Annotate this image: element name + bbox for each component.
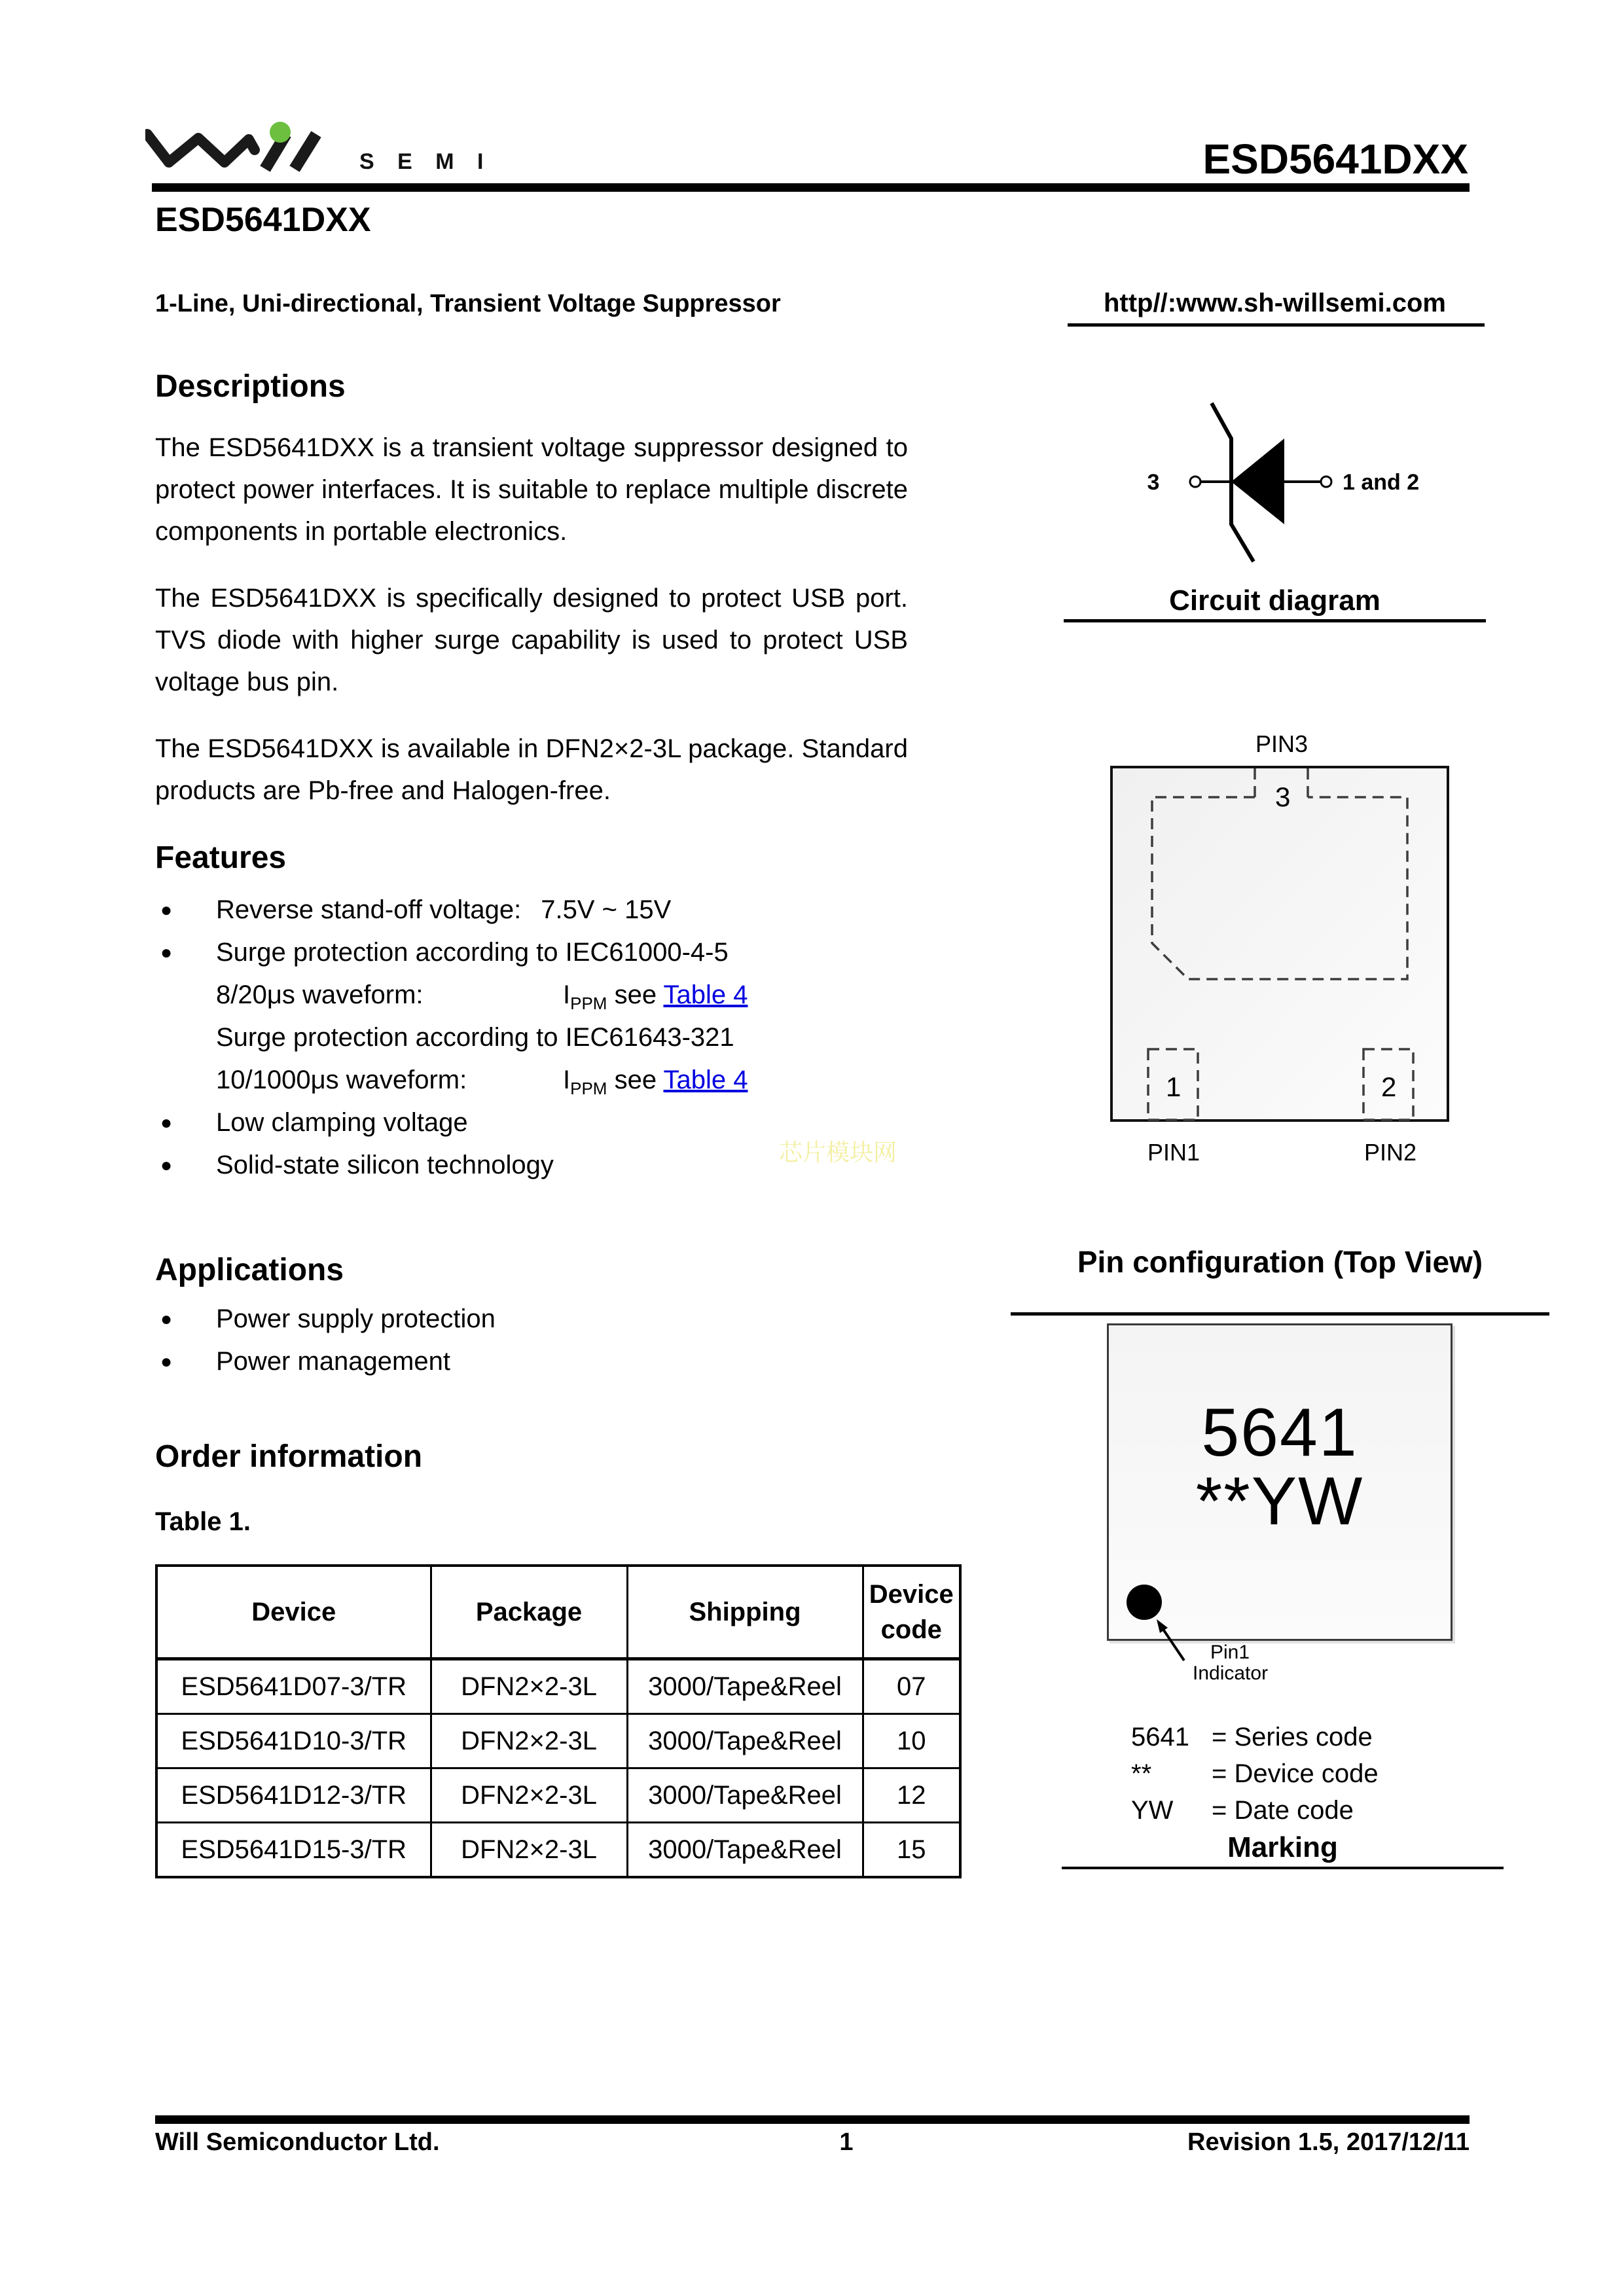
- doc-title: ESD5641DXX: [1202, 135, 1468, 183]
- feature-label: 8/20μs waveform:: [216, 980, 424, 1009]
- list-item: [155, 974, 960, 1016]
- part-number-heading: ESD5641DXX: [155, 201, 371, 239]
- cell-package: DFN2×2-3L: [431, 1659, 627, 1714]
- legend-desc: = Date code: [1212, 1796, 1354, 1825]
- legend-desc: = Device code: [1212, 1759, 1379, 1788]
- legend-code: 5641: [1131, 1723, 1189, 1751]
- description-paragraph: The ESD5641DXX is available in DFN2×2-3L package. Standard products are Pb-free and Halogen-free.: [155, 734, 908, 805]
- feature-text: Surge protection according to IEC61000-4-5: [216, 938, 729, 967]
- logo-green-dot: [270, 122, 291, 143]
- ippm-subscript: PPM: [570, 1079, 607, 1098]
- list-item: [155, 889, 960, 931]
- doc-subtitle: 1-Line, Uni-directional, Transient Voltage Suppressor: [155, 290, 781, 317]
- table4-link[interactable]: Table 4: [663, 980, 748, 1009]
- header-rule: [152, 183, 1470, 192]
- marking-legend-row: [1131, 1796, 1471, 1829]
- cell-device-code: 07: [863, 1659, 960, 1714]
- cell-shipping: 3000/Tape&Reel: [627, 1768, 863, 1823]
- list-item: [155, 1016, 960, 1059]
- list-item: [155, 1340, 960, 1383]
- feature-text: Solid-state silicon technology: [216, 1151, 554, 1179]
- footer-page-number: 1: [839, 2128, 854, 2156]
- pin1-indicator-text: Indicator: [1193, 1662, 1269, 1684]
- descriptions-heading: Descriptions: [155, 369, 346, 404]
- description-paragraph: The ESD5641DXX is specifically designed to protect USB port. TVS diode with higher surge capability is used to protect USB voltage bus pin.: [155, 584, 908, 696]
- cell-shipping: 3000/Tape&Reel: [627, 1714, 863, 1768]
- feature-value: 7.5V ~ 15V: [541, 895, 672, 924]
- cell-device: ESD5641D10-3/TR: [156, 1714, 431, 1768]
- footer-company: Will Semiconductor Ltd.: [155, 2128, 440, 2156]
- tvs-diode-symbol-icon: [1113, 367, 1453, 583]
- legend-code: **: [1131, 1759, 1152, 1788]
- pin3-label: PIN3: [1255, 730, 1308, 757]
- pin-configuration-underline: [1011, 1312, 1549, 1316]
- cell-device: ESD5641D15-3/TR: [156, 1823, 431, 1878]
- cell-device: ESD5641D12-3/TR: [156, 1768, 431, 1823]
- marking-device-date-code: **YW: [1195, 1463, 1364, 1539]
- circuit-pin3-label: 3: [1147, 470, 1160, 495]
- bullet-icon: ●: [160, 1351, 173, 1372]
- application-text: Power supply protection: [216, 1304, 496, 1333]
- cell-package: DFN2×2-3L: [431, 1714, 627, 1768]
- website-link[interactable]: http//:www.sh-willsemi.com: [1103, 289, 1446, 317]
- marking-legend-row: [1131, 1723, 1471, 1755]
- pad1-number: 1: [1166, 1071, 1182, 1102]
- table4-link[interactable]: Table 4: [663, 1066, 748, 1094]
- features-heading: Features: [155, 840, 287, 875]
- bullet-icon: ●: [160, 899, 173, 921]
- ippm-subscript: PPM: [570, 994, 607, 1013]
- circuit-pin12-label: 1 and 2: [1343, 470, 1420, 495]
- pin1-label: PIN1: [1147, 1139, 1200, 1166]
- list-item: [155, 1298, 960, 1340]
- feature-text: Surge protection according to IEC61643-321: [216, 1023, 734, 1052]
- cell-device-code: 10: [863, 1714, 960, 1768]
- bullet-icon: ●: [160, 1308, 173, 1330]
- column-header: Shipping: [627, 1566, 863, 1659]
- list-item: [155, 931, 960, 974]
- cell-device-code: 12: [863, 1768, 960, 1823]
- cell-package: DFN2×2-3L: [431, 1823, 627, 1878]
- table-header-row: [156, 1566, 960, 1659]
- legend-desc: = Series code: [1212, 1723, 1373, 1751]
- watermark-text: 芯片模块网: [779, 1139, 897, 1166]
- cell-shipping: 3000/Tape&Reel: [627, 1659, 863, 1714]
- bullet-icon: ●: [160, 1112, 173, 1134]
- feature-label: Reverse stand-off voltage:: [216, 895, 522, 924]
- column-header: Package: [431, 1566, 627, 1659]
- marking-package-diagram: [1107, 1323, 1453, 1641]
- pin1-indicator-text: Pin1: [1210, 1641, 1250, 1663]
- ippm-value: $I_{PPM}$ see Table 4: [563, 1066, 748, 1098]
- table1-label: Table 1.: [155, 1507, 251, 1536]
- ippm-value: $I_{PPM}$ see Table 4: [563, 980, 748, 1013]
- description-paragraph: The ESD5641DXX is a transient voltage suppressor designed to protect power interfaces. It is suitable to replace multiple discrete components in portable electronics.: [155, 433, 908, 546]
- table-row: [156, 1823, 960, 1878]
- circuit-diagram-caption: Circuit diagram: [1169, 584, 1380, 617]
- pad2-number: 2: [1381, 1071, 1397, 1102]
- order-information-heading: Order information: [155, 1439, 423, 1474]
- column-header: Device code: [863, 1566, 960, 1659]
- bullet-icon: ●: [160, 942, 173, 963]
- table-row: [156, 1659, 960, 1714]
- bullet-icon: ●: [160, 1155, 173, 1176]
- willsemi-logo-icon: [145, 110, 348, 192]
- cell-shipping: 3000/Tape&Reel: [627, 1823, 863, 1878]
- table-row: [156, 1714, 960, 1768]
- circuit-caption-underline: [1064, 619, 1486, 622]
- cell-device-code: 15: [863, 1823, 960, 1878]
- application-text: Power management: [216, 1347, 450, 1376]
- marking-series-code: 5641: [1201, 1395, 1358, 1471]
- legend-code: YW: [1131, 1796, 1174, 1825]
- website-underline: [1068, 323, 1485, 327]
- pad3-number: 3: [1275, 781, 1291, 812]
- applications-heading: Applications: [155, 1253, 344, 1287]
- brand-semi-text: S E M I: [359, 149, 492, 174]
- footer-revision: Revision 1.5, 2017/12/11: [1187, 2128, 1470, 2156]
- cell-package: DFN2×2-3L: [431, 1768, 627, 1823]
- order-table: [155, 1564, 962, 1878]
- cell-device: ESD5641D07-3/TR: [156, 1659, 431, 1714]
- applications-list: [155, 1298, 960, 1383]
- marking-caption: Marking: [1227, 1831, 1338, 1863]
- pin2-label: PIN2: [1363, 1139, 1417, 1166]
- list-item: [155, 1059, 960, 1102]
- pin-configuration-caption: Pin configuration (Top View): [1077, 1245, 1483, 1279]
- marking-underline: [1062, 1867, 1504, 1869]
- descriptions-body: [155, 427, 908, 836]
- feature-text: Low clamping voltage: [216, 1108, 468, 1137]
- column-header: Device: [156, 1566, 431, 1659]
- footer-rule: [155, 2115, 1470, 2124]
- table-row: [156, 1768, 960, 1823]
- pin-configuration-diagram: [1110, 766, 1449, 1122]
- marking-legend-row: [1131, 1759, 1471, 1792]
- feature-label: 10/1000μs waveform:: [216, 1066, 467, 1094]
